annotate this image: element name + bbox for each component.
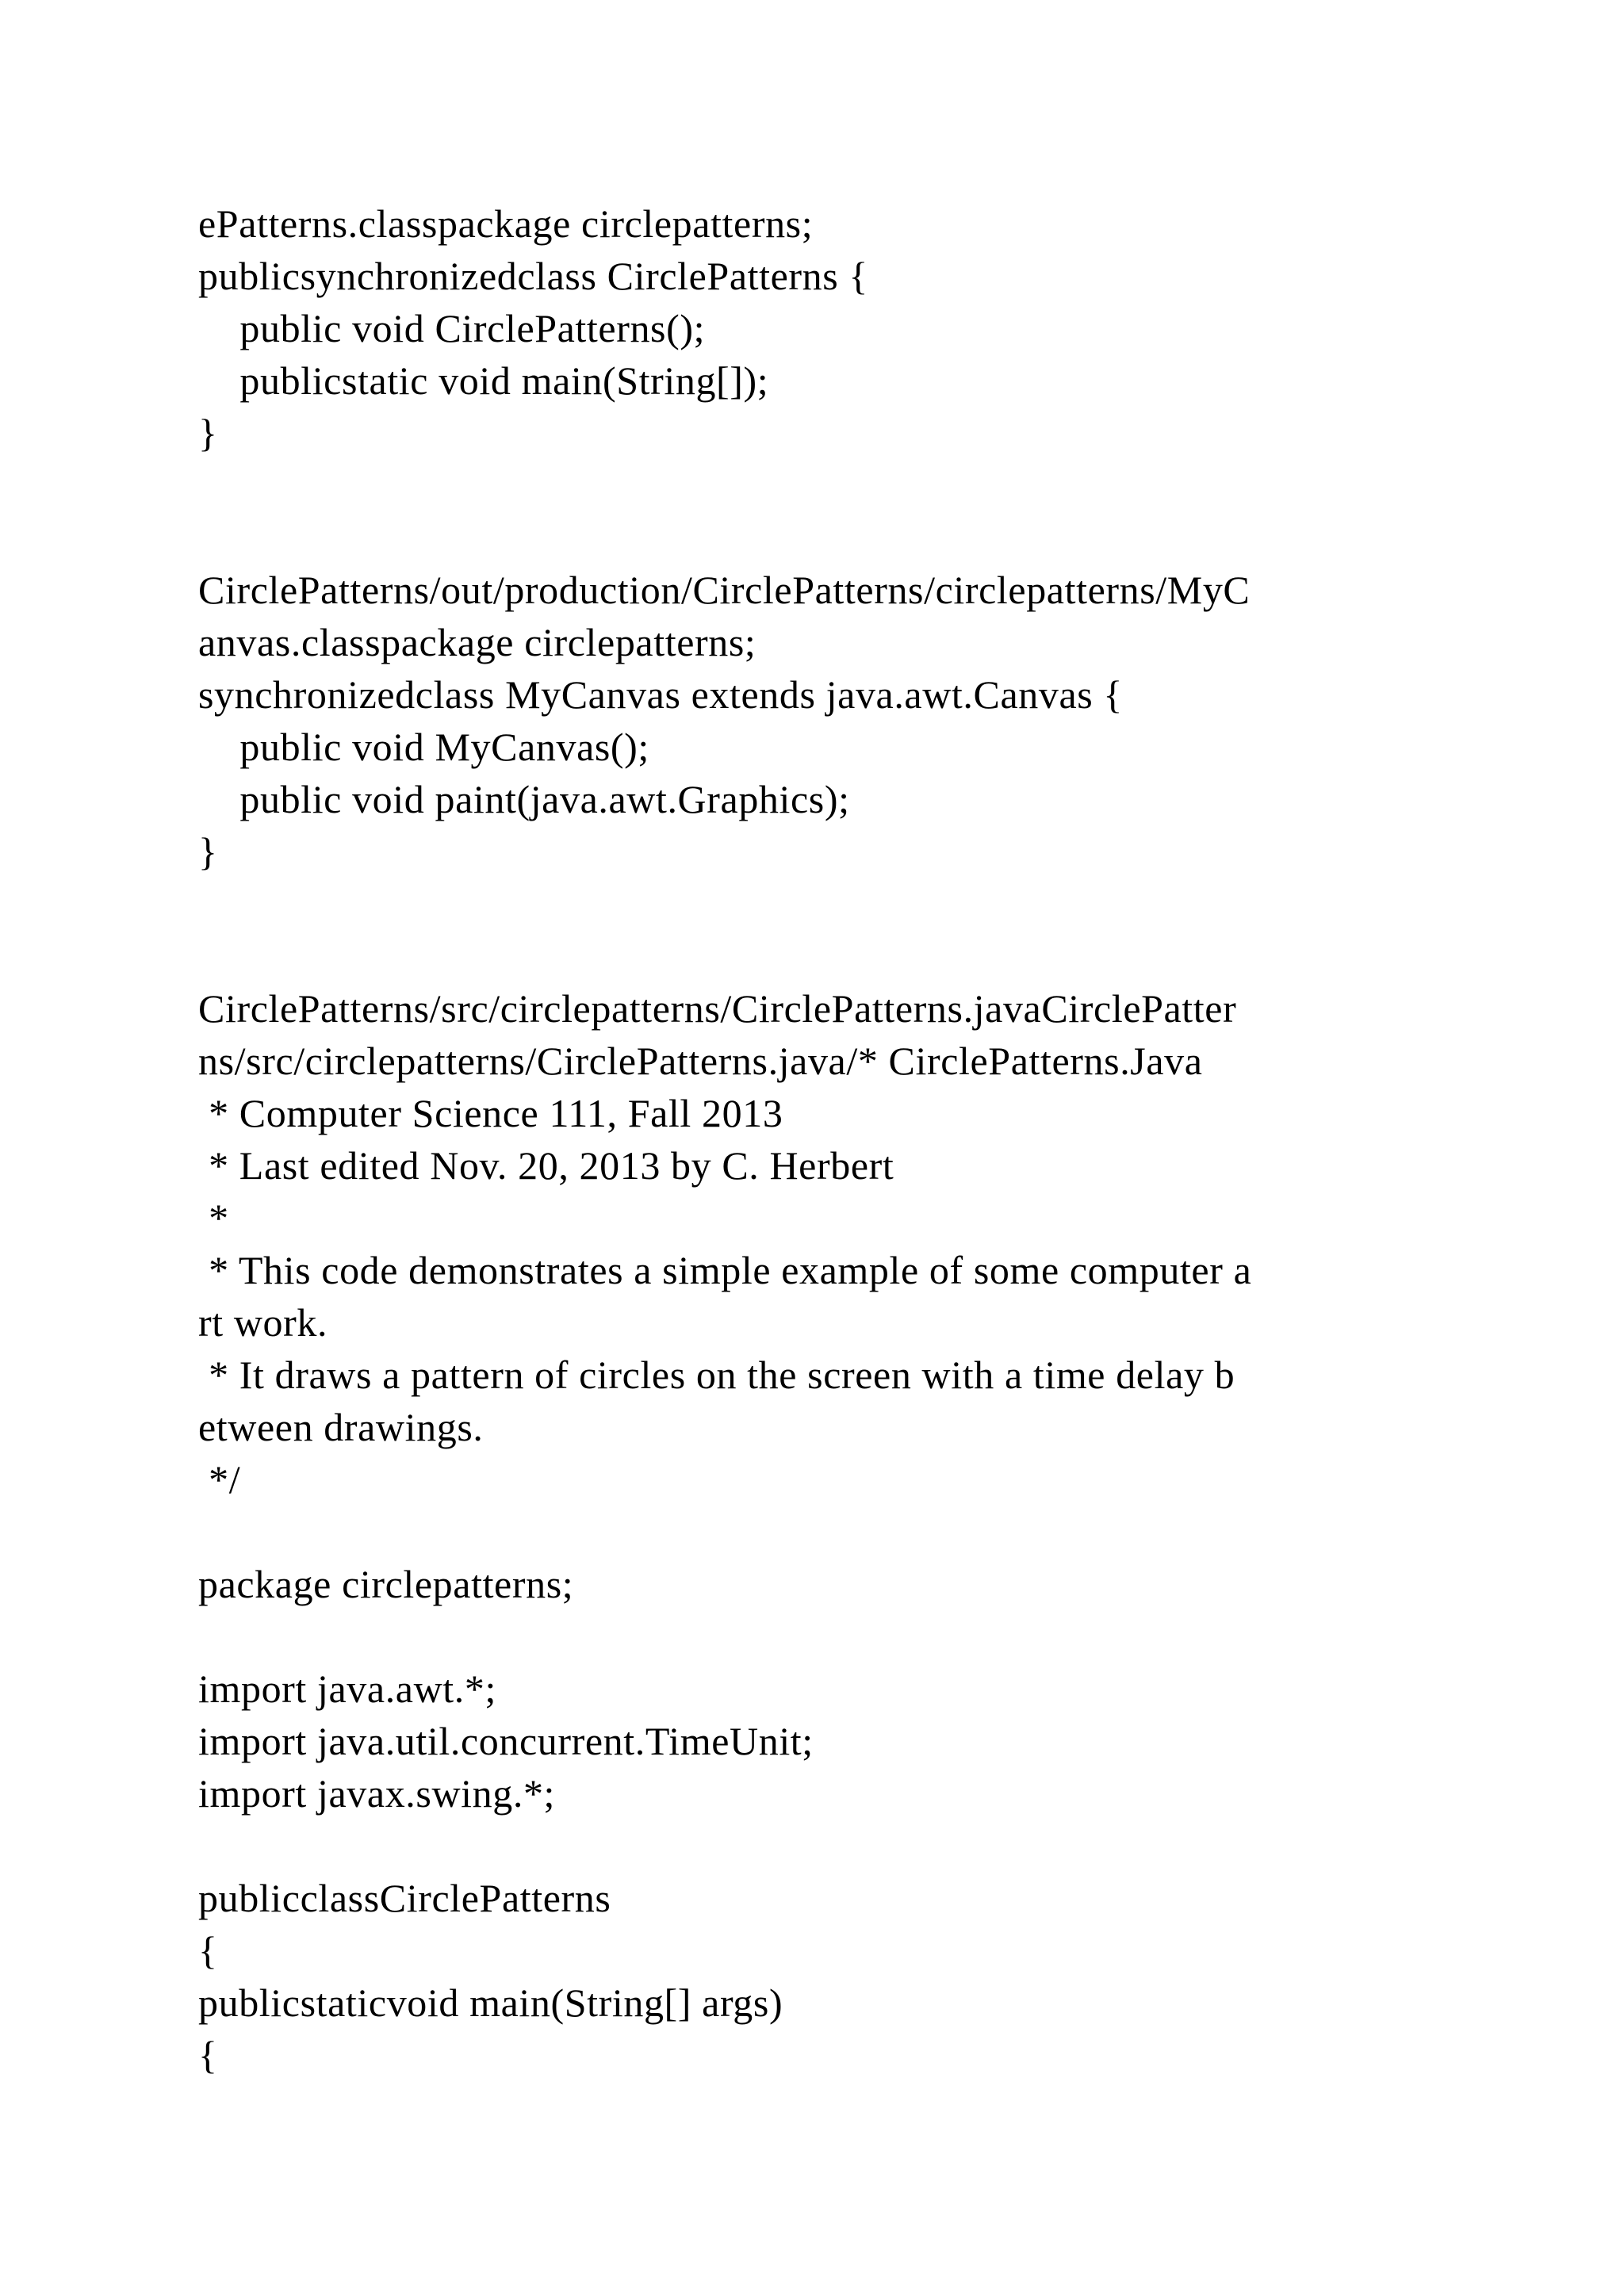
text-line: anvas.classpackage circlepatterns; [198,620,756,664]
text-line: { [198,2033,218,2077]
text-line: import java.util.concurrent.TimeUnit; [198,1719,814,1763]
text-line: { [198,1928,218,1973]
text-line: } [198,829,218,874]
text-line: * [198,1196,229,1240]
text-line: public void MyCanvas(); [198,725,649,769]
text-line: synchronizedclass MyCanvas extends java.awt.Canvas { [198,672,1124,717]
text-line: package circlepatterns; [198,1562,574,1606]
text-line: public void paint(java.awt.Graphics); [198,777,850,821]
text-line: } [198,411,218,455]
text-line: import javax.swing.*; [198,1771,556,1816]
text-line: etween drawings. [198,1405,484,1449]
text-line: * It draws a pattern of circles on the screen with a time delay b [198,1353,1235,1397]
text-line: public void CirclePatterns(); [198,306,706,350]
text-line: * This code demonstrates a simple example of some computer a [198,1248,1252,1292]
text-line: * Last edited Nov. 20, 2013 by C. Herbert [198,1143,894,1188]
text-line: rt work. [198,1300,328,1345]
text-line: publicclassCirclePatterns [198,1876,611,1920]
text-line: CirclePatterns/out/production/CirclePatterns/circlepatterns/MyC [198,568,1251,612]
text-line: CirclePatterns/src/circlepatterns/CirclePatterns.javaCirclePatter [198,986,1237,1031]
text-line: * Computer Science 111, Fall 2013 [198,1091,783,1135]
text-line: publicstaticvoid main(String[] args) [198,1980,783,2025]
text-line: publicstatic void main(String[]); [198,358,769,403]
text-line: */ [198,1457,241,1502]
text-line: import java.awt.*; [198,1667,496,1711]
text-line: ePatterns.classpackage circlepatterns; [198,201,814,246]
text-line: publicsynchronizedclass CirclePatterns { [198,254,868,298]
text-line: ns/src/circlepatterns/CirclePatterns.java/* CirclePatterns.Java [198,1039,1203,1083]
